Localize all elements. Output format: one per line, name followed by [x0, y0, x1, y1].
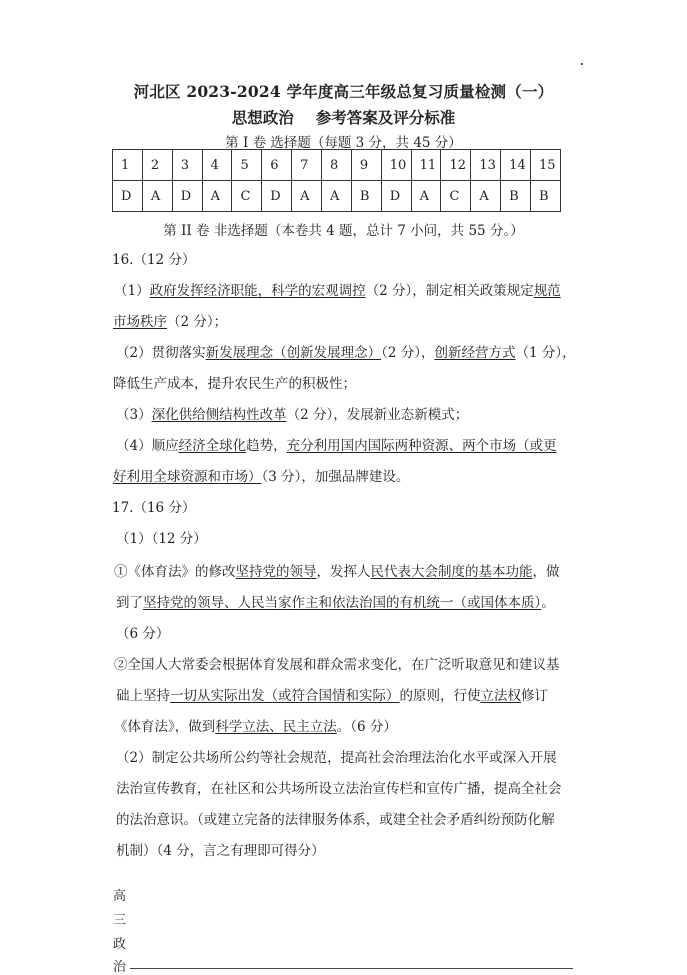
underlined-answer: 创新经营方式 — [434, 345, 516, 361]
question-number: 7 — [292, 150, 322, 181]
text: （3） — [116, 407, 152, 423]
q17-sub2-line2: 法治宣传教育，在社区和公共场所设立法治宣传栏和宣传广播，提高全社会 — [116, 781, 562, 797]
question-number: 9 — [351, 150, 381, 181]
text: ①《体育法》的修改 — [114, 564, 236, 580]
answer-cell: C — [441, 181, 471, 212]
q17-item1-score: （6 分） — [116, 626, 170, 642]
answer-table-answer-row — [113, 181, 561, 212]
text: 。（6 分） — [336, 719, 397, 735]
q17-header: 17.（16 分） — [112, 500, 196, 516]
underlined-answer: 深化供给侧结构性改革 — [151, 407, 287, 423]
subject-name: 思想政治 — [231, 108, 294, 127]
text: （4）顺应 — [116, 438, 179, 454]
text: 的原则，行使 — [399, 688, 481, 704]
text: 。 — [541, 595, 555, 611]
page-subtitle — [0, 106, 687, 128]
divider-line — [130, 968, 573, 969]
answer-cell: D — [172, 181, 202, 212]
q16-p1-line1 — [114, 282, 561, 300]
question-number: 6 — [262, 150, 292, 181]
underlined-answer: 民代表大会制度的基本功能 — [370, 564, 533, 580]
q17-sub2-line4: 机制）（4 分，言之有理即可得分） — [116, 843, 325, 859]
question-number: 13 — [471, 150, 501, 181]
q17-sub2-line1: （2）制定公共场所公约等社会规范，提高社会治理法治化水平或深入开展 — [116, 750, 557, 766]
answer-table — [112, 149, 561, 212]
answer-cell: D — [262, 181, 292, 212]
underlined-answer: 科学立法、民主立法 — [215, 719, 337, 735]
text: （2 分），发展新业态新模式； — [286, 407, 469, 423]
question-number: 14 — [501, 150, 531, 181]
question-number: 4 — [202, 150, 232, 181]
question-number: 8 — [322, 150, 352, 181]
text: 础上坚持 — [116, 688, 170, 704]
q17-sub1: （1）（12 分） — [116, 531, 207, 547]
section1-title: 第 I 卷 选择题（每题 3 分，共 45 分） — [225, 135, 462, 151]
q16-header: 16.（12 分） — [112, 252, 196, 268]
underlined-answer: 政府发挥经济职能，科学的宏观调控 — [149, 283, 366, 299]
q17-item2-line3 — [114, 718, 397, 736]
text: ，做 — [532, 564, 560, 580]
q16-p3 — [116, 406, 468, 424]
side-label-char: 高 — [113, 889, 127, 904]
question-number: 10 — [381, 150, 411, 181]
text: （1 分）， — [515, 345, 576, 361]
answer-cell: A — [471, 181, 501, 212]
text: （3 分），加强品牌建设。 — [261, 469, 410, 485]
question-number: 11 — [411, 150, 441, 181]
underlined-answer: 市场秩序 — [113, 314, 167, 330]
section2-title: 第 II 卷 非选择题（本卷共 4 题，总计 7 小问，共 55 分。） — [163, 223, 524, 239]
question-number: 15 — [531, 150, 561, 181]
underlined-answer: 规范 — [533, 283, 561, 299]
q16-p4-line1 — [116, 437, 557, 455]
q16-p4-line2 — [113, 468, 409, 486]
text: 到了 — [116, 595, 143, 611]
text: 修订 — [521, 688, 548, 704]
q16-p2-line2: 降低生产成本，提升农民生产的积极性； — [113, 376, 356, 392]
text: ，发挥人 — [316, 564, 371, 580]
answer-cell: A — [411, 181, 441, 212]
underlined-answer: 坚持党的领导 — [235, 564, 317, 580]
answer-cell: A — [202, 181, 232, 212]
underlined-answer: 经济全球化 — [178, 438, 247, 454]
underlined-answer: 立法权 — [480, 688, 521, 704]
answer-cell: C — [232, 181, 262, 212]
answer-cell: D — [381, 181, 411, 212]
side-label-char: 政 — [113, 937, 127, 952]
underlined-answer: 坚持党的领导、人民当家作主和依法治国的有机统一（或国体本质） — [143, 595, 542, 611]
q17-sub2-line3: 的法治意识。（或建立完备的法律服务体系，或建全社会矛盾纠纷预防化解 — [116, 812, 555, 828]
underlined-answer: 充分利用国内国际两种资源、两个市场（或更 — [286, 438, 557, 454]
question-number: 1 — [113, 150, 143, 181]
text: （2）贯彻落实 — [116, 345, 206, 361]
question-number: 12 — [441, 150, 471, 181]
q17-item2-line2 — [116, 687, 548, 705]
question-number: 5 — [232, 150, 262, 181]
side-label-char: 三 — [113, 913, 127, 928]
underlined-answer: 好利用全球资源和市场） — [113, 469, 262, 485]
side-label-char: 治 — [113, 960, 127, 975]
question-number: 3 — [172, 150, 202, 181]
text: （2 分）； — [167, 314, 228, 330]
answer-table-number-row — [113, 150, 561, 181]
answer-cell: A — [292, 181, 322, 212]
text: （2 分），制定相关政策规定 — [365, 283, 534, 299]
answer-cell: B — [531, 181, 561, 212]
q17-item1-line1 — [114, 563, 560, 581]
page-title: 河北区 2023-2024 学年度高三年级总复习质量检测（一） — [133, 82, 554, 101]
question-number: 2 — [142, 150, 172, 181]
q16-p1-line2 — [113, 313, 227, 331]
text: 趋势， — [246, 438, 287, 454]
underlined-answer: 一切从实际出发（或符合国情和实际） — [170, 688, 400, 704]
answer-cell: B — [501, 181, 531, 212]
answer-cell: D — [113, 181, 143, 212]
text: （2 分）， — [381, 345, 435, 361]
subtitle-rest: 参考答案及评分标准 — [315, 108, 456, 127]
scan-dot — [581, 63, 583, 65]
text: 《体育法》，做到 — [114, 719, 216, 735]
answer-cell: A — [322, 181, 352, 212]
q16-p2-line1 — [116, 344, 576, 362]
q17-item1-line2 — [116, 594, 555, 612]
answer-cell: B — [351, 181, 381, 212]
text: （1） — [114, 283, 150, 299]
underlined-answer: 新发展理念（创新发展理念） — [205, 345, 382, 361]
answer-cell: A — [142, 181, 172, 212]
q17-item2-line1: ②全国人大常委会根据体育发展和群众需求变化，在广泛听取意见和建议基 — [114, 657, 560, 673]
